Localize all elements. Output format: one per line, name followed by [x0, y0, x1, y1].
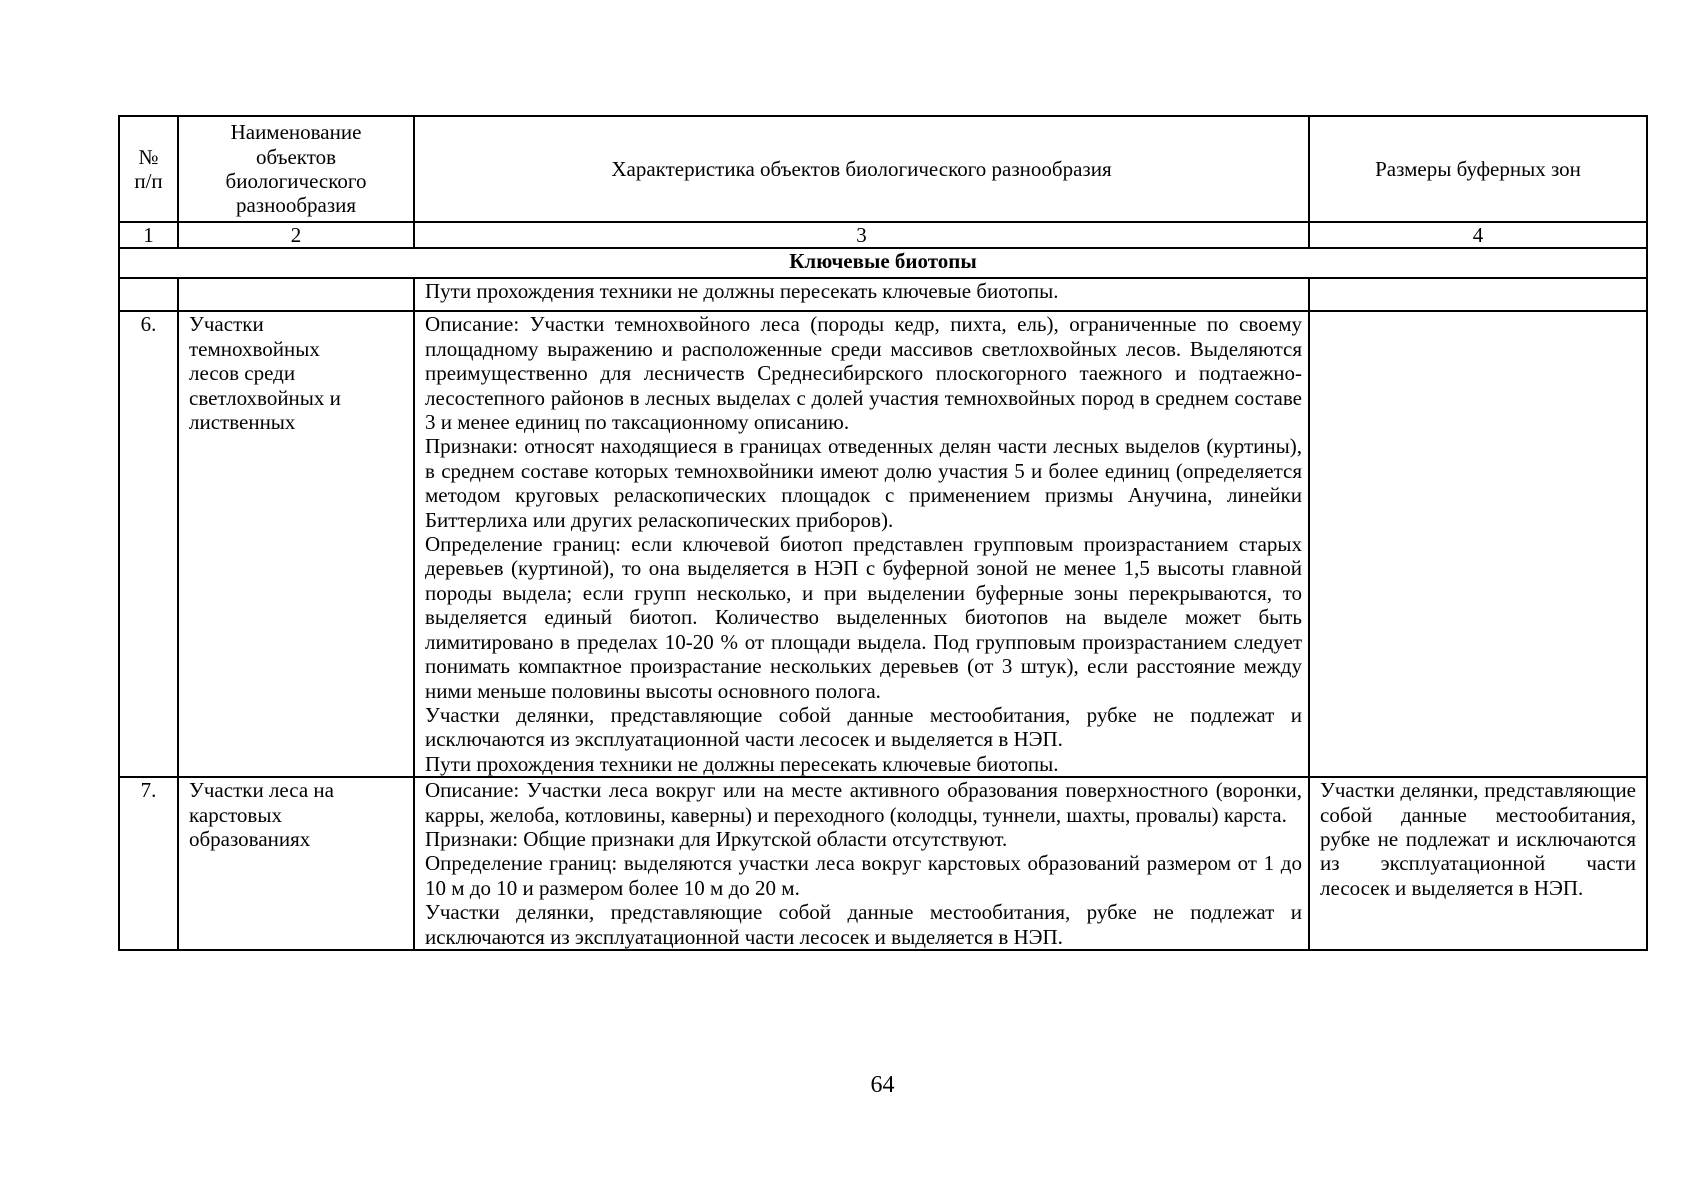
- header-row: [119, 116, 1647, 222]
- header-characteristic: Характеристика объектов биологического разнообразия: [414, 116, 1309, 222]
- column-number-row: [119, 222, 1647, 248]
- table-row: [119, 311, 1647, 777]
- continuation-num: [119, 278, 178, 311]
- page-number: 64: [870, 1072, 895, 1098]
- characteristic: [414, 311, 1309, 777]
- continuation-text: Пути прохождения техники не должны пересекать ключевые биотопы.: [414, 278, 1309, 311]
- section-row: [119, 248, 1647, 278]
- buffer-zone: [1309, 777, 1647, 950]
- paragraph: Описание: Участки леса вокруг или на месте активного образования поверхностного (воронки, карры, желоба, котловины, каверны) и переходного (колодцы, туннели, шахты, провалы) карста.: [425, 778, 1302, 827]
- continuation-buffer: [1309, 278, 1647, 311]
- row-number: 6.: [119, 311, 178, 777]
- section-title: Ключевые биотопы: [119, 248, 1647, 278]
- paragraph: Определение границ: если ключевой биотоп представлен групповым произрастанием старых деревьев (куртиной), то она выделяется в НЭП с буферной зоной не менее 1,5 высоты главной породы выдела; если групп несколько, и при выделении буферные зоны перекрываются, то выделяется единый биотоп. Количество выделенных биотопов на выделе может быть лимитировано в пределах 10-20 % от площади выдела. Под групповым произрастанием следует понимать компактное произрастание нескольких деревьев (от 3 штук), если расстояние между ними меньше половины высоты основного полога.: [425, 532, 1302, 703]
- column-number: 4: [1309, 222, 1647, 248]
- buffer-zone: [1309, 311, 1647, 777]
- header-name: Наименование объектов биологического разнообразия: [178, 116, 414, 222]
- paragraph: Описание: Участки темнохвойного леса (породы кедр, пихта, ель), ограниченные по своему площадному выражению и расположенные среди массивов светлохвойных лесов. Выделяются преимущественно для лесничеств Среднесибирского плоскогорного таежного и подтаежно-лесостепного районов в лесных выделах с долей участия темнохвойных пород в среднем составе 3 и менее единиц по таксационному описанию.: [425, 312, 1302, 435]
- row-number: 7.: [119, 777, 178, 950]
- header-buffer-zones: Размеры буферных зон: [1309, 116, 1647, 222]
- object-name: Участки леса на карстовых образованиях: [178, 777, 414, 950]
- paragraph: Определение границ: выделяются участки леса вокруг карстовых образований размером от 1 до 10 м до 10 и размером более 10 м до 20 м.: [425, 851, 1302, 900]
- column-number: 3: [414, 222, 1309, 248]
- header-num: № п/п: [119, 116, 178, 222]
- table-row: [119, 777, 1647, 950]
- paragraph: Признаки: Общие признаки для Иркутской области отсутствуют.: [425, 826, 1008, 851]
- paragraph: Пути прохождения техники не должны пересекать ключевые биотопы.: [425, 751, 1059, 776]
- biodiversity-table: [118, 115, 1648, 951]
- continuation-row: [119, 278, 1647, 311]
- characteristic: [414, 777, 1309, 950]
- buffer-text: Участки делянки, представляющие собой данные местообитания, рубке не подлежат и исключаются из эксплуатационной части лесосек и выделяется в НЭП.: [1320, 778, 1636, 900]
- continuation-name: [178, 278, 414, 311]
- object-name: Участки темнохвойных лесов среди светлохвойных и лиственных: [178, 311, 414, 777]
- column-number: 1: [119, 222, 178, 248]
- paragraph: Признаки: относят находящиеся в границах отведенных делян части лесных выделов (куртины), в среднем составе которых темнохвойники имеют долю участия 5 и более единиц (определяется методом круговых реласкопических площадок с применением призмы Анучина, линейки Биттерлиха или других реласкопических приборов).: [425, 434, 1302, 532]
- paragraph: Участки делянки, представляющие собой данные местообитания, рубке не подлежат и исключаются из эксплуатационной части лесосек и выделяется в НЭП.: [425, 900, 1302, 949]
- column-number: 2: [178, 222, 414, 248]
- paragraph: Участки делянки, представляющие собой данные местообитания, рубке не подлежат и исключаются из эксплуатационной части лесосек и выделяется в НЭП.: [425, 702, 1302, 752]
